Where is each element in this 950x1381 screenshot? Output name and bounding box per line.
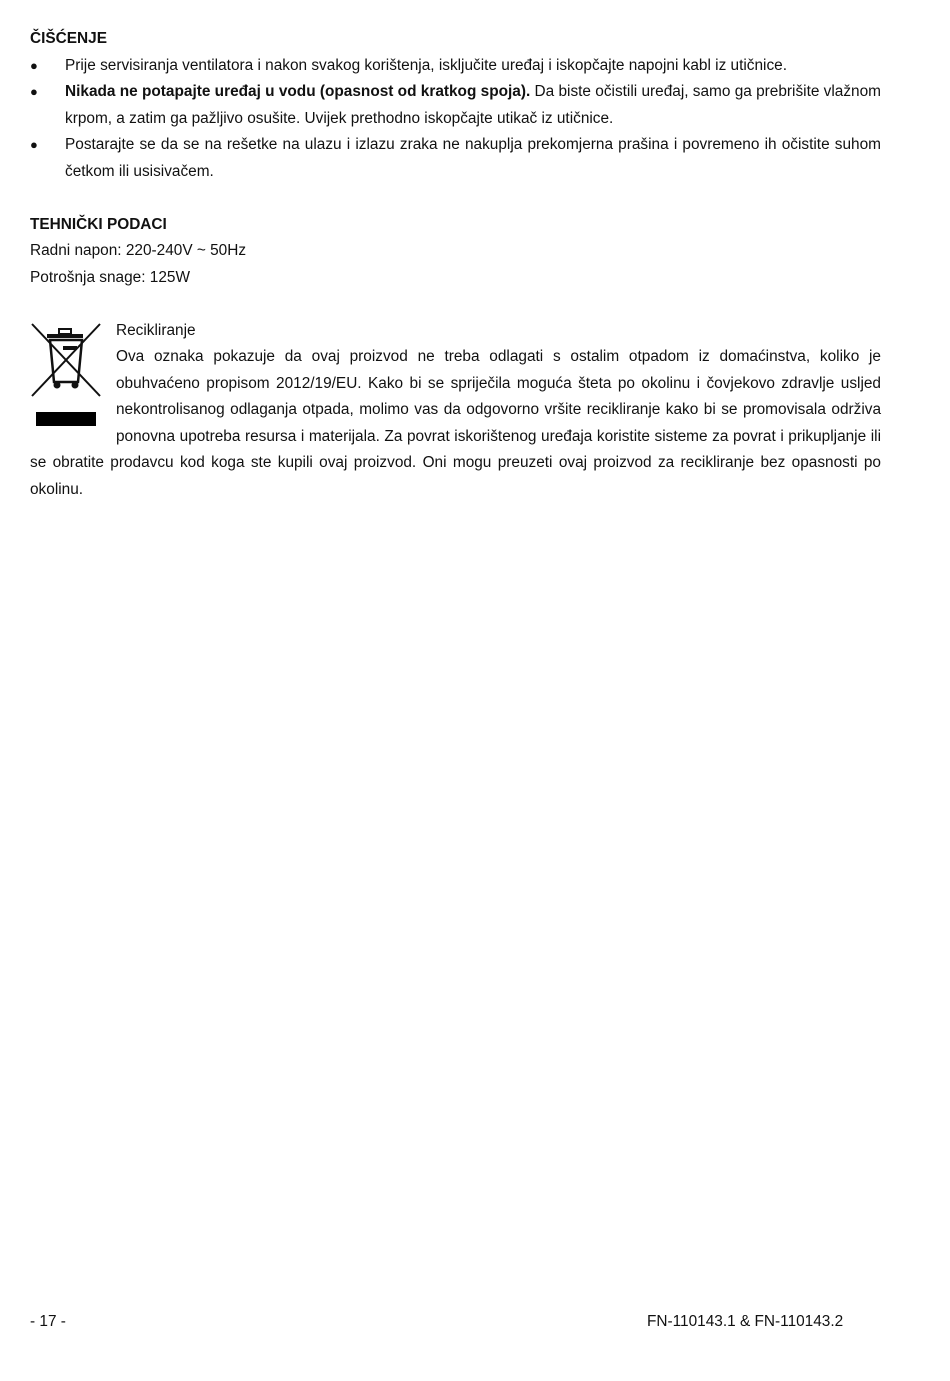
list-item — [30, 53, 881, 80]
cleaning-heading: ČIŠĆENJE — [30, 30, 107, 47]
recycling-section — [30, 318, 881, 504]
list-item — [30, 79, 881, 132]
document-page — [30, 26, 881, 503]
weee-crossed-bin-icon — [30, 320, 116, 430]
power-line: Potrošnja snage: 125W — [30, 268, 190, 286]
model-number: FN-110143.1 & FN-110143.2 — [647, 1313, 844, 1330]
technical-heading: TEHNIČKI PODACI — [30, 215, 167, 233]
spacer — [30, 185, 881, 212]
spacer — [30, 291, 881, 318]
cleaning-list — [30, 53, 881, 186]
cleaning-item-3-text: Postarajte se da se na rešetke na ulazu i izlazu zraka ne nakuplja prekomjerna prašina i povremeno ih očistite suhom četkom ili usisivačem. — [65, 136, 881, 180]
recycling-text: Ova oznaka pokazuje da ovaj proizvod ne treba odlagati s ostalim otpadom iz domaćinstva, koliko je obuhvaćeno propisom 2012/19/EU. Kako bi se spriječila moguća šteta po okolinu i čovjekovo zdravlje usljed nekontrolisanog odlaganja otpada, molimo vas da odgovorno vršite recikliranje kako bi se promovisala održiva ponovna upotreba resursa i materijala. Za povrat iskorištenog uređaja koristite sisteme za povrat i prikupljanje ili se obratite prodavcu kod koga ste kupili ovaj proizvod. Oni mogu preuzeti ovaj proizvod za recikliranje bez opasnosti po okolinu. — [30, 348, 881, 498]
bullet-icon: ● — [30, 137, 38, 152]
list-item — [30, 132, 881, 185]
page-number: - 17 - — [30, 1313, 66, 1330]
bullet-icon: ● — [30, 57, 38, 73]
voltage-line: Radni napon: 220-240V ~ 50Hz — [30, 242, 247, 259]
bullet-icon: ● — [30, 84, 38, 99]
cleaning-item-1-text: Prije servisiranja ventilatora i nakon svakog korištenja, isključite uređaj i iskopčajte napojni kabl iz utičnice. — [65, 56, 787, 74]
cleaning-item-2-text: Da biste očistili uređaj, samo ga prebrišite vlažnom krpom, a zatim ga pažljivo osušite. Uvijek prethodno iskopčajte utikač iz utičnice. — [65, 83, 881, 127]
recycling-title: Recikliranje — [116, 321, 196, 339]
cleaning-item-2-warning: Nikada ne potapajte uređaj u vodu (opasnost od kratkog spoja). — [65, 83, 531, 100]
